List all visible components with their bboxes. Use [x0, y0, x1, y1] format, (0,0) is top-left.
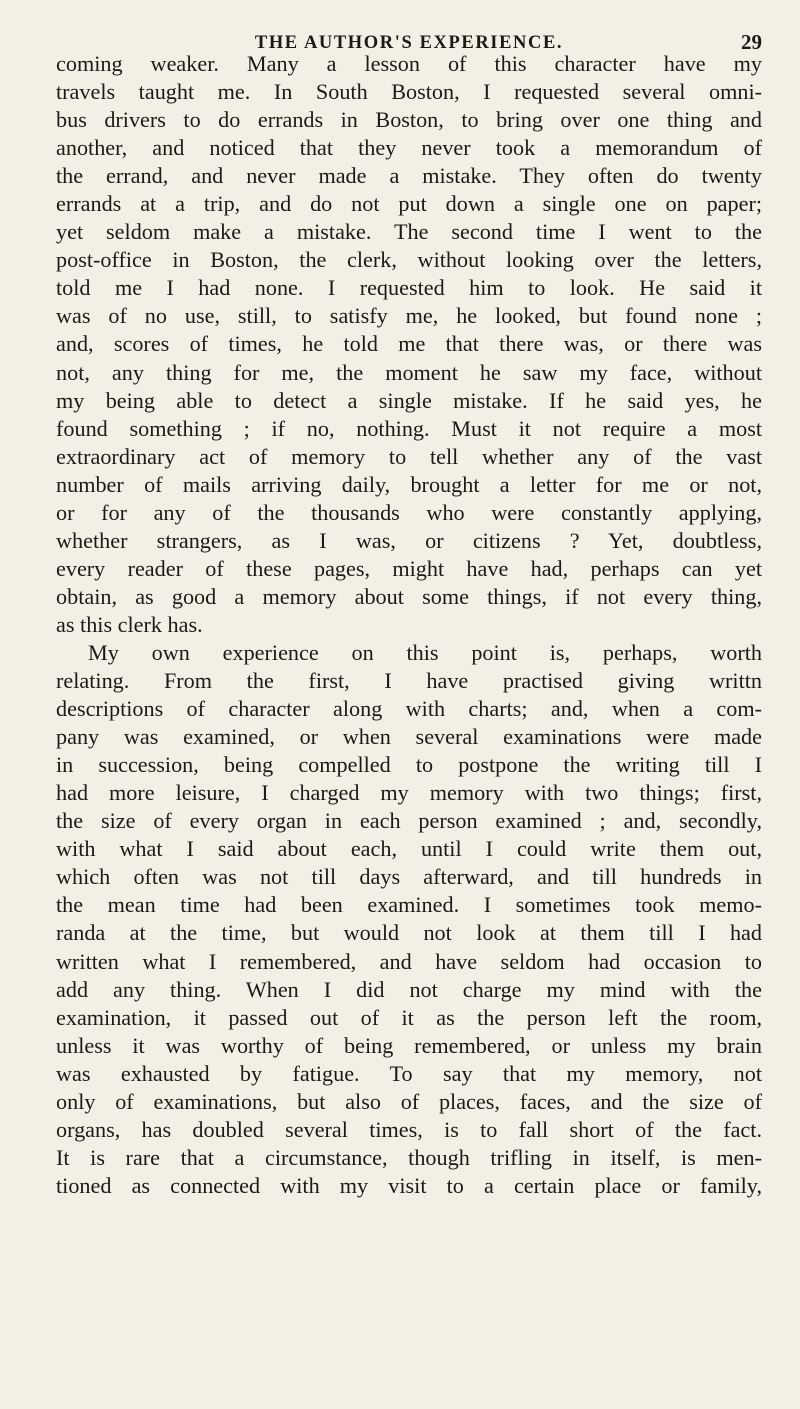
text-line: descriptions of character along with charts; and, when a com- — [56, 696, 762, 722]
text-line: organs, has doubled several times, is to fall short of the fact. — [56, 1116, 762, 1142]
text-line: and, scores of times, he told me that there was, or there was — [56, 331, 762, 357]
text-line: coming weaker. Many a lesson of this character have my — [56, 51, 762, 76]
text-line: unless it was worthy of being remembered, or unless my brain — [56, 1032, 762, 1058]
text-line: was of no use, still, to satisfy me, he looked, but found none ; — [56, 303, 762, 329]
text-line: only of examinations, but also of places, faces, and the size of — [56, 1088, 762, 1114]
text-line: told me I had none. I requested him to look. He said it — [56, 275, 762, 301]
text-line: as this clerk has. — [56, 611, 203, 637]
body-text — [56, 50, 762, 1200]
text-line: post-office in Boston, the clerk, without looking over the letters, — [56, 247, 762, 273]
text-line: yet seldom make a mistake. The second time I went to the — [56, 219, 762, 245]
text-line: relating. From the first, I have practised giving writtn — [56, 668, 762, 694]
text-line: examination, it passed out of it as the person left the room, — [56, 1004, 762, 1030]
text-line: number of mails arriving daily, brought a letter for me or not, — [56, 471, 762, 497]
text-line: My own experience on this point is, perhaps, worth — [88, 639, 762, 665]
text-line: It is rare that a circumstance, though trifling in itself, is men- — [56, 1144, 762, 1170]
text-line: had more leisure, I charged my memory with two things; first, — [56, 780, 762, 806]
text-line: found something ; if no, nothing. Must it not require a most — [56, 415, 762, 441]
text-line: the size of every organ in each person examined ; and, secondly, — [56, 808, 762, 834]
text-line: pany was examined, or when several examinations were made — [56, 724, 762, 750]
text-line: travels taught me. In South Boston, I requested several omni- — [56, 79, 762, 105]
text-line: randa at the time, but would not look at them till I had — [56, 920, 762, 946]
text-line: was exhausted by fatigue. To say that my memory, not — [56, 1060, 762, 1086]
text-line: or for any of the thousands who were constantly applying, — [56, 499, 762, 525]
text-line: every reader of these pages, might have had, perhaps can yet — [56, 555, 762, 581]
text-line: the mean time had been examined. I sometimes took memo- — [56, 892, 762, 918]
text-line: my being able to detect a single mistake. If he said yes, he — [56, 387, 762, 413]
text-line: obtain, as good a memory about some things, if not every thing, — [56, 583, 762, 609]
text-line: with what I said about each, until I could write them out, — [56, 836, 762, 862]
text-line: whether strangers, as I was, or citizens ? Yet, doubtless, — [56, 527, 762, 553]
running-title: THE AUTHOR'S EXPERIENCE. — [254, 33, 564, 53]
text-line: not, any thing for me, the moment he saw my face, without — [56, 359, 762, 385]
text-line: bus drivers to do errands in Boston, to bring over one thing and — [56, 107, 762, 133]
text-line: errands at a trip, and do not put down a single one on paper; — [56, 191, 762, 217]
text-line: tioned as connected with my visit to a certain place or family, — [56, 1172, 762, 1198]
running-head — [56, 0, 762, 54]
text-line: extraordinary act of memory to tell whether any of the vast — [56, 443, 762, 469]
text-line: another, and noticed that they never took a memorandum of — [56, 135, 762, 161]
text-line: written what I remembered, and have seldom had occasion to — [56, 948, 762, 974]
text-line: add any thing. When I did not charge my mind with the — [56, 976, 762, 1002]
text-line: which often was not till days afterward, and till hundreds in — [56, 864, 762, 890]
text-line: the errand, and never made a mistake. They often do twenty — [56, 163, 762, 189]
text-line: in succession, being compelled to postpone the writing till I — [56, 752, 762, 778]
page-number: 29 — [741, 30, 762, 54]
